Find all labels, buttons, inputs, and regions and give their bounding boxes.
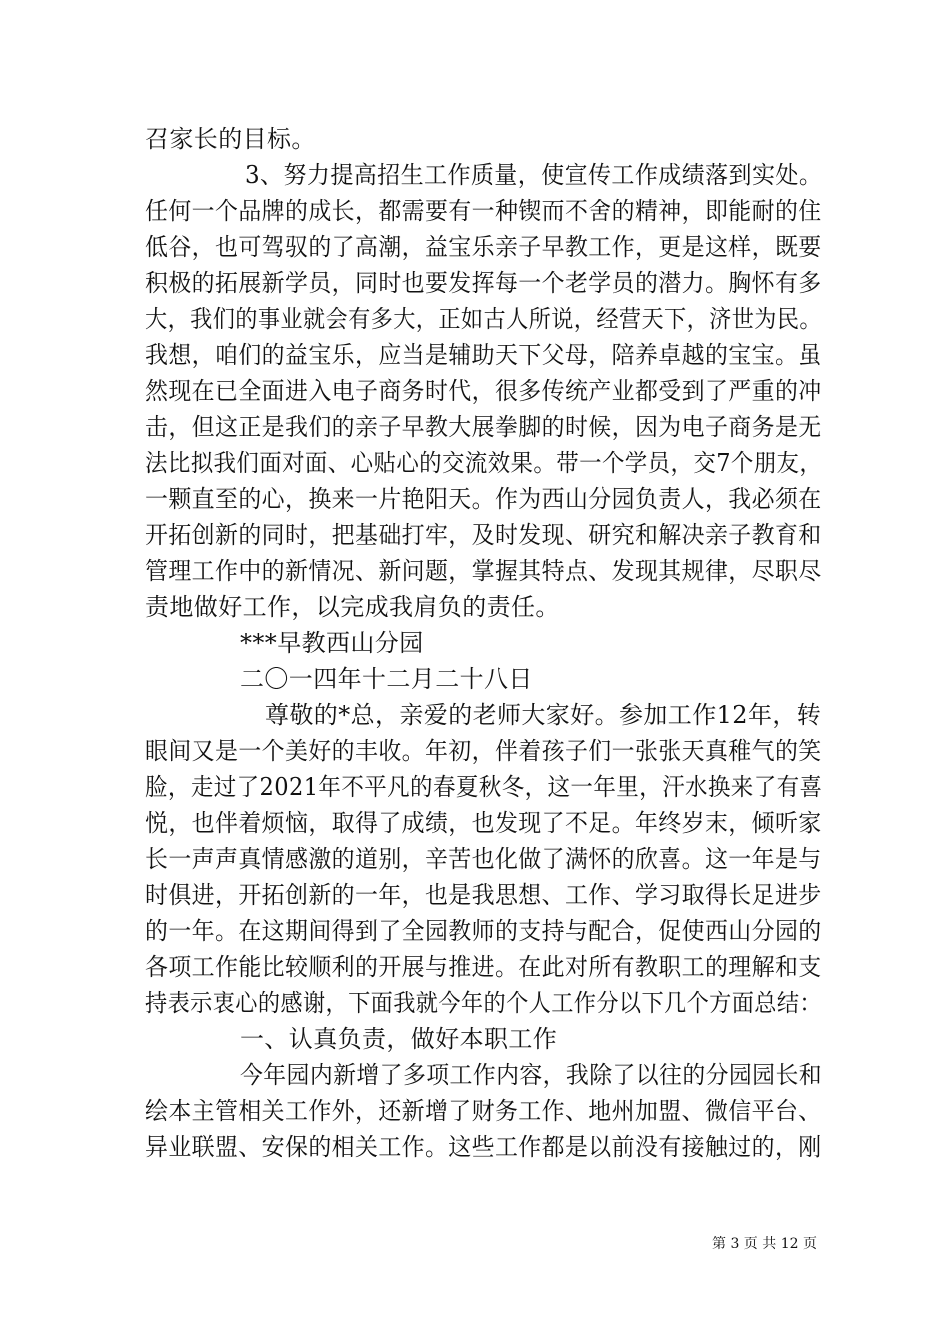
text-line: 的一年。在这期间得到了全园教师的支持与配合，促使西山分园的	[145, 917, 822, 945]
text-line: 悦，也伴着烦恼，取得了成绩，也发现了不足。年终岁末，倾听家	[145, 809, 822, 837]
text-line: 眼间又是一个美好的丰收。年初，伴着孩子们一张张天真稚气的笑	[145, 737, 822, 765]
text-line: 长一声声真情感激的道别，辛苦也化做了满怀的欣喜。这一年是与	[145, 845, 822, 873]
text-line: 任何一个品牌的成长，都需要有一种锲而不舍的精神，即能耐的住	[145, 197, 822, 225]
text-line: 然现在已全面进入电子商务时代，很多传统产业都受到了严重的冲	[145, 377, 822, 405]
text-line: 今年园内新增了多项工作内容，我除了以往的分园园长和	[240, 1061, 822, 1089]
text-line: 责地做好工作，以完成我肩负的责任。	[145, 593, 560, 621]
text-line: 脸，走过了2021年不平凡的春夏秋冬，这一年里，汗水换来了有喜	[145, 773, 823, 801]
text-line: 一颗直至的心，换来一片艳阳天。作为西山分园负责人，我必须在	[145, 485, 822, 513]
text-line: 大，我们的事业就会有多大，正如古人所说，经营天下，济世为民。	[145, 305, 822, 333]
text-line: 低谷，也可驾驭的了高潮，益宝乐亲子早教工作，更是这样，既要	[145, 233, 822, 261]
signature-org: ***早教西山分园	[240, 629, 424, 657]
text-line: 召家长的目标。	[145, 125, 316, 153]
text-line: 时俱进，开拓创新的一年，也是我思想、工作、学习取得长足进步	[145, 881, 822, 909]
text-line: 异业联盟、安保的相关工作。这些工作都是以前没有接触过的，刚	[145, 1133, 822, 1161]
text-line: 持表示衷心的感谢，下面我就今年的个人工作分以下几个方面总结：	[145, 989, 822, 1017]
signature-date: 二〇一四年十二月二十八日	[240, 665, 533, 693]
text-line: 管理工作中的新情况、新问题，掌握其特点、发现其规律，尽职尽	[145, 557, 822, 585]
text-line: 各项工作能比较顺利的开展与推进。在此对所有教职工的理解和支	[145, 953, 822, 981]
text-line: 3、努力提高招生工作质量，使宣传工作成绩落到实处。	[245, 161, 823, 189]
text-line: 我想，咱们的益宝乐，应当是辅助天下父母，陪养卓越的宝宝。虽	[145, 341, 822, 369]
text-line: 积极的拓展新学员，同时也要发挥每一个老学员的潜力。胸怀有多	[145, 269, 822, 297]
text-line: 法比拟我们面对面、心贴心的交流效果。带一个学员，交7个朋友，	[145, 449, 823, 477]
text-line: 击，但这正是我们的亲子早教大展拳脚的时候，因为电子商务是无	[145, 413, 822, 441]
text-line: 开拓创新的同时，把基础打牢，及时发现、研究和解决亲子教育和	[145, 521, 822, 549]
section-heading: 一、认真负责，做好本职工作	[240, 1025, 558, 1053]
text-line: 绘本主管相关工作外，还新增了财务工作、地州加盟、微信平台、	[145, 1097, 822, 1125]
text-line: 尊敬的*总，亲爱的老师大家好。参加工作12年，转	[265, 701, 822, 729]
page-number: 第 3 页 共 12 页	[712, 1236, 817, 1252]
